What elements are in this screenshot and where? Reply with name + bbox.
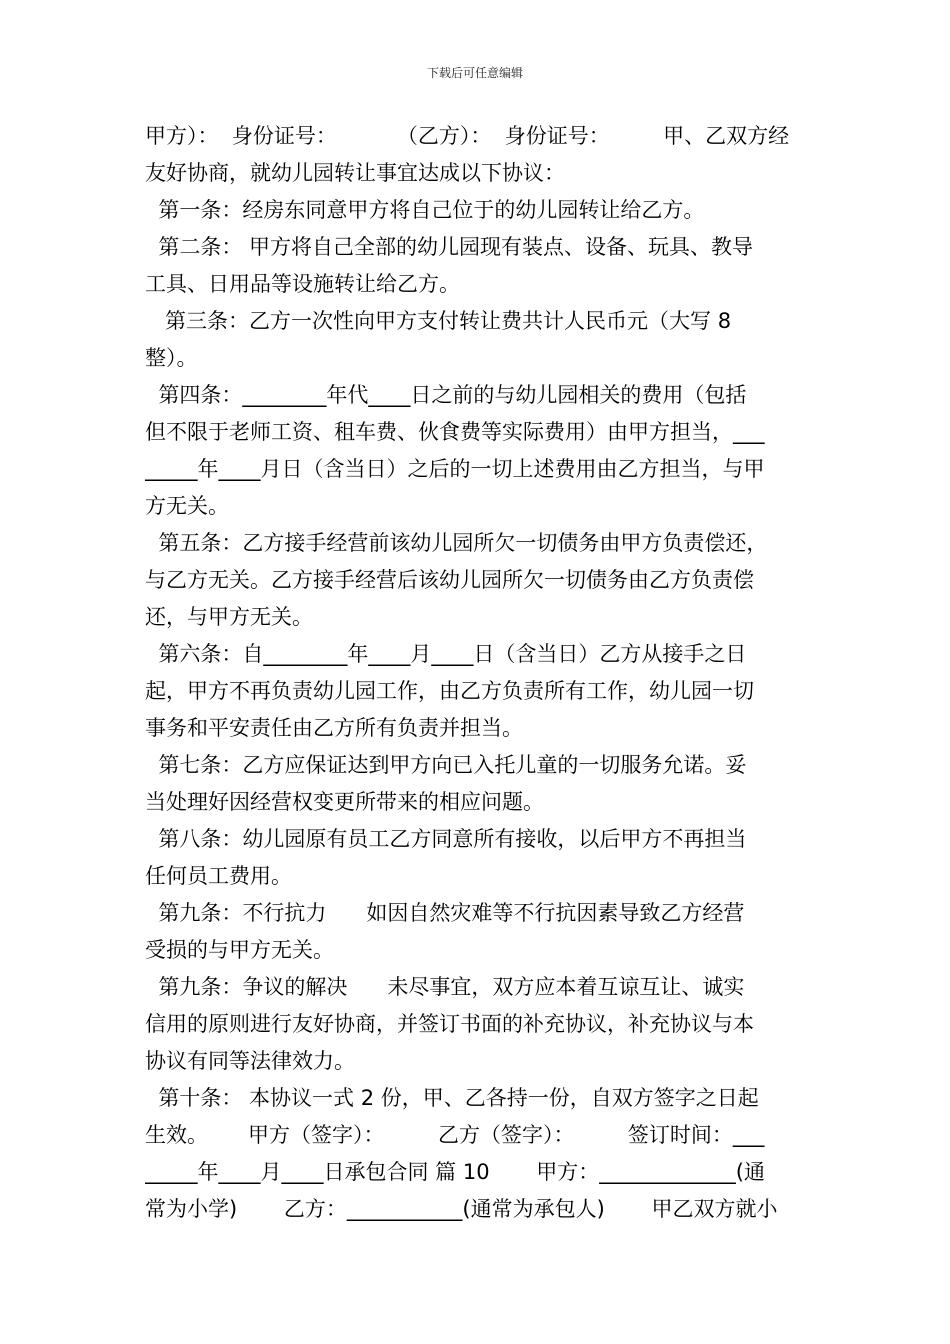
text-line: 第八条：幼儿园原有员工乙方同意所有接收，以后甲方不再担当 bbox=[145, 827, 747, 851]
text-line: 受损的与甲方无关。 bbox=[145, 938, 334, 962]
text-line: 第四条：________年代____日之前的与幼儿园相关的费用（包括 bbox=[145, 383, 747, 407]
page-header-note: 下载后可任意编辑 bbox=[426, 66, 523, 80]
text-line: _____年____月日（含当日）之后的一切上述费用由乙方担当，与甲 bbox=[145, 457, 765, 481]
text-line: 任何员工费用。 bbox=[145, 864, 292, 888]
text-line: 第九条：争议的解决 未尽事宜，双方应本着互谅互让、诚实 bbox=[145, 975, 745, 999]
text-line: 第六条：自________年____月____日（含当日）乙方从接手之日 bbox=[145, 642, 747, 666]
text-line: 第五条：乙方接手经营前该幼儿园所欠一切债务由甲方负责偿还， bbox=[145, 531, 768, 555]
text-line: 信用的原则进行友好协商，并签订书面的补充协议，补充协议与本 bbox=[145, 1012, 754, 1036]
text-line: 当处理好因经营权变更所带来的相应问题。 bbox=[145, 790, 544, 814]
text-line: 第二条： 甲方将自己全部的幼儿园现有装点、设备、玩具、教导 bbox=[145, 235, 754, 259]
text-line: 整）。 bbox=[145, 346, 198, 370]
text-line: 事务和平安责任由乙方所有负责并担当。 bbox=[145, 716, 523, 740]
text-line: 常为小学) 乙方：___________(通常为承包人) 甲乙双方就小 bbox=[145, 1197, 778, 1221]
text-line: 友好协商，就幼儿园转让事宜达成以下协议： bbox=[145, 161, 565, 185]
contract-body bbox=[145, 118, 810, 1228]
text-line: 第一条：经房东同意甲方将自己位于的幼儿园转让给乙方。 bbox=[145, 198, 705, 222]
text-line: 还，与甲方无关。 bbox=[145, 605, 313, 629]
text-line: 方无关。 bbox=[145, 494, 229, 518]
text-line: 第七条：乙方应保证达到甲方向已入托儿童的一切服务允诺。妥 bbox=[145, 753, 747, 777]
text-line: 第九条：不行抗力 如因自然灾难等不行抗因素导致乙方经营 bbox=[145, 901, 745, 925]
text-line: 甲方）： 身份证号： （乙方）： 身份证号： 甲、乙双方经 bbox=[145, 124, 790, 148]
text-line: 第三条：乙方一次性向甲方支付转让费共计人民币元（大写 8 bbox=[145, 309, 732, 333]
text-line: 生效。 甲方（签字）： 乙方（签字）： 签订时间：___ bbox=[145, 1123, 765, 1147]
text-line: 与乙方无关。乙方接手经营后该幼儿园所欠一切债务由乙方负责偿 bbox=[145, 568, 754, 592]
text-line: 第十条： 本协议一式 2 份，甲、乙各持一份，自双方签字之日起 bbox=[145, 1086, 759, 1110]
text-line: 工具、日用品等设施转让给乙方。 bbox=[145, 272, 460, 296]
text-line: 起，甲方不再负责幼儿园工作，由乙方负责所有工作，幼儿园一切 bbox=[145, 679, 754, 703]
text-line: 协议有同等法律效力。 bbox=[145, 1049, 355, 1073]
text-line: 但不限于老师工资、租车费、伙食费等实际费用）由甲方担当，___ bbox=[145, 420, 765, 444]
text-line: _____年____月____日承包合同 篇 10 甲方：_____________(通 bbox=[145, 1160, 765, 1184]
